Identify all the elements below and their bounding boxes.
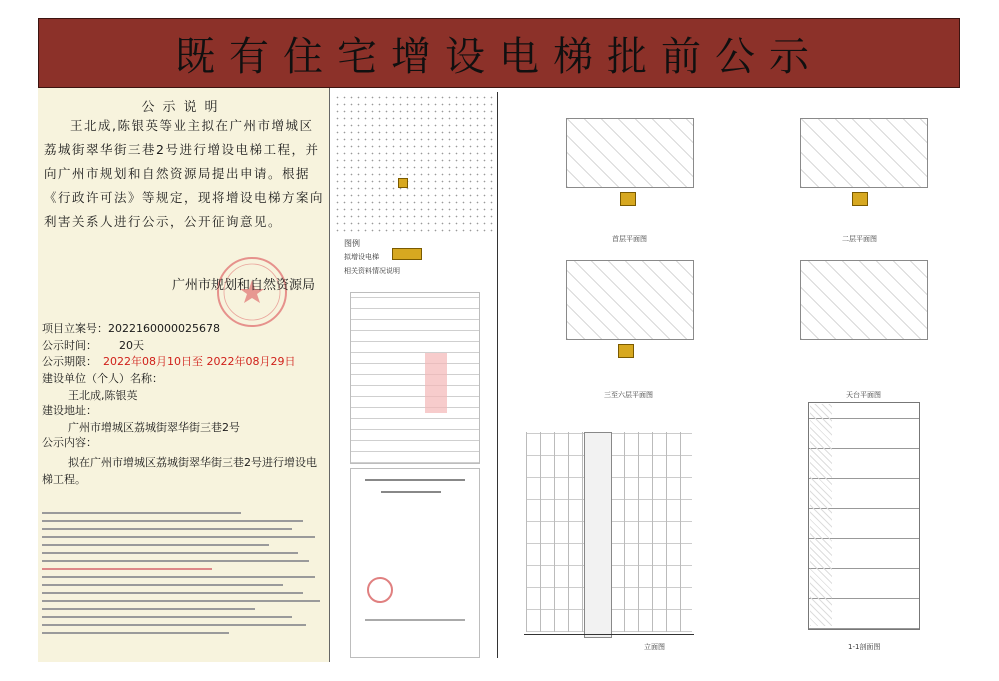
content-value: 拟在广州市增城区荔城街翠华街三巷2号进行增设电梯工程。 bbox=[42, 456, 317, 486]
signature-authority: 广州市规划和自然资源局 bbox=[172, 278, 316, 293]
elevation-shaft bbox=[584, 432, 612, 638]
plan-caption-2: 二层平面图 bbox=[842, 235, 877, 243]
plan-caption-4: 天台平面图 bbox=[846, 391, 881, 399]
info-duration bbox=[42, 339, 144, 353]
title-banner bbox=[38, 18, 960, 88]
legend-item-info: 相关资料情况说明 bbox=[344, 267, 400, 275]
legend-label: 图例 bbox=[344, 239, 360, 248]
project-no-label: 项目立案号： bbox=[42, 322, 108, 335]
address-value: 广州市增城区荔城街翠华街三巷2号 bbox=[68, 421, 240, 434]
duration-value: 20天 bbox=[119, 339, 144, 352]
floor-plan-3 bbox=[566, 260, 694, 340]
plan3-elevator bbox=[618, 344, 634, 358]
remarks-block bbox=[42, 506, 326, 640]
section-shaft bbox=[810, 404, 832, 626]
notice-body: 王北成,陈银英等业主拟在广州市增城区荔城街翠华街三巷2号进行增设电梯工程，并向广州市规划和自然资源局提出申请。根据《行政许可法》等规定，现将增设电梯方案向利害关系人进行公示，公开征询意见。 bbox=[44, 118, 325, 229]
plan-caption-1: 首层平面图 bbox=[612, 235, 647, 243]
legend-item-elevator: 拟增设电梯 bbox=[344, 253, 379, 261]
notice-heading: 公示说明 bbox=[141, 100, 226, 115]
info-project-no bbox=[42, 322, 220, 336]
approval-form-page bbox=[350, 292, 480, 464]
elevation-caption: 立面图 bbox=[644, 643, 665, 651]
divider bbox=[497, 92, 498, 658]
notice-panel bbox=[38, 88, 330, 662]
plan1-elevator bbox=[620, 192, 636, 206]
plan2-elevator bbox=[852, 192, 868, 206]
duration-label: 公示时间： bbox=[42, 339, 97, 352]
floor-plan-1 bbox=[566, 118, 694, 188]
site-plan bbox=[334, 94, 494, 234]
floor-plan-2 bbox=[800, 118, 928, 188]
page-title: 既有住宅增设电梯批前公示 bbox=[175, 33, 823, 80]
info-period bbox=[42, 355, 295, 369]
plan-caption-3: 三至六层平面图 bbox=[604, 391, 653, 399]
section-caption: 1-1剖面图 bbox=[848, 643, 881, 651]
legend-elevator-swatch bbox=[392, 248, 422, 260]
site-elevator-marker bbox=[398, 178, 408, 188]
consent-letter-page bbox=[350, 468, 480, 658]
period-value: 2022年08月10日至 2022年08月29日 bbox=[103, 355, 296, 368]
builder-value: 王北成,陈银英 bbox=[68, 389, 138, 402]
builder-label: 建设单位（个人）名称： bbox=[42, 372, 163, 385]
period-label: 公示期限： bbox=[42, 355, 97, 368]
drawings-panel bbox=[330, 88, 960, 662]
address-label: 建设地址： bbox=[42, 404, 97, 417]
floor-plan-4 bbox=[800, 260, 928, 340]
content-label: 公示内容： bbox=[42, 436, 97, 449]
project-no-value: 2022160000025678 bbox=[108, 322, 220, 335]
